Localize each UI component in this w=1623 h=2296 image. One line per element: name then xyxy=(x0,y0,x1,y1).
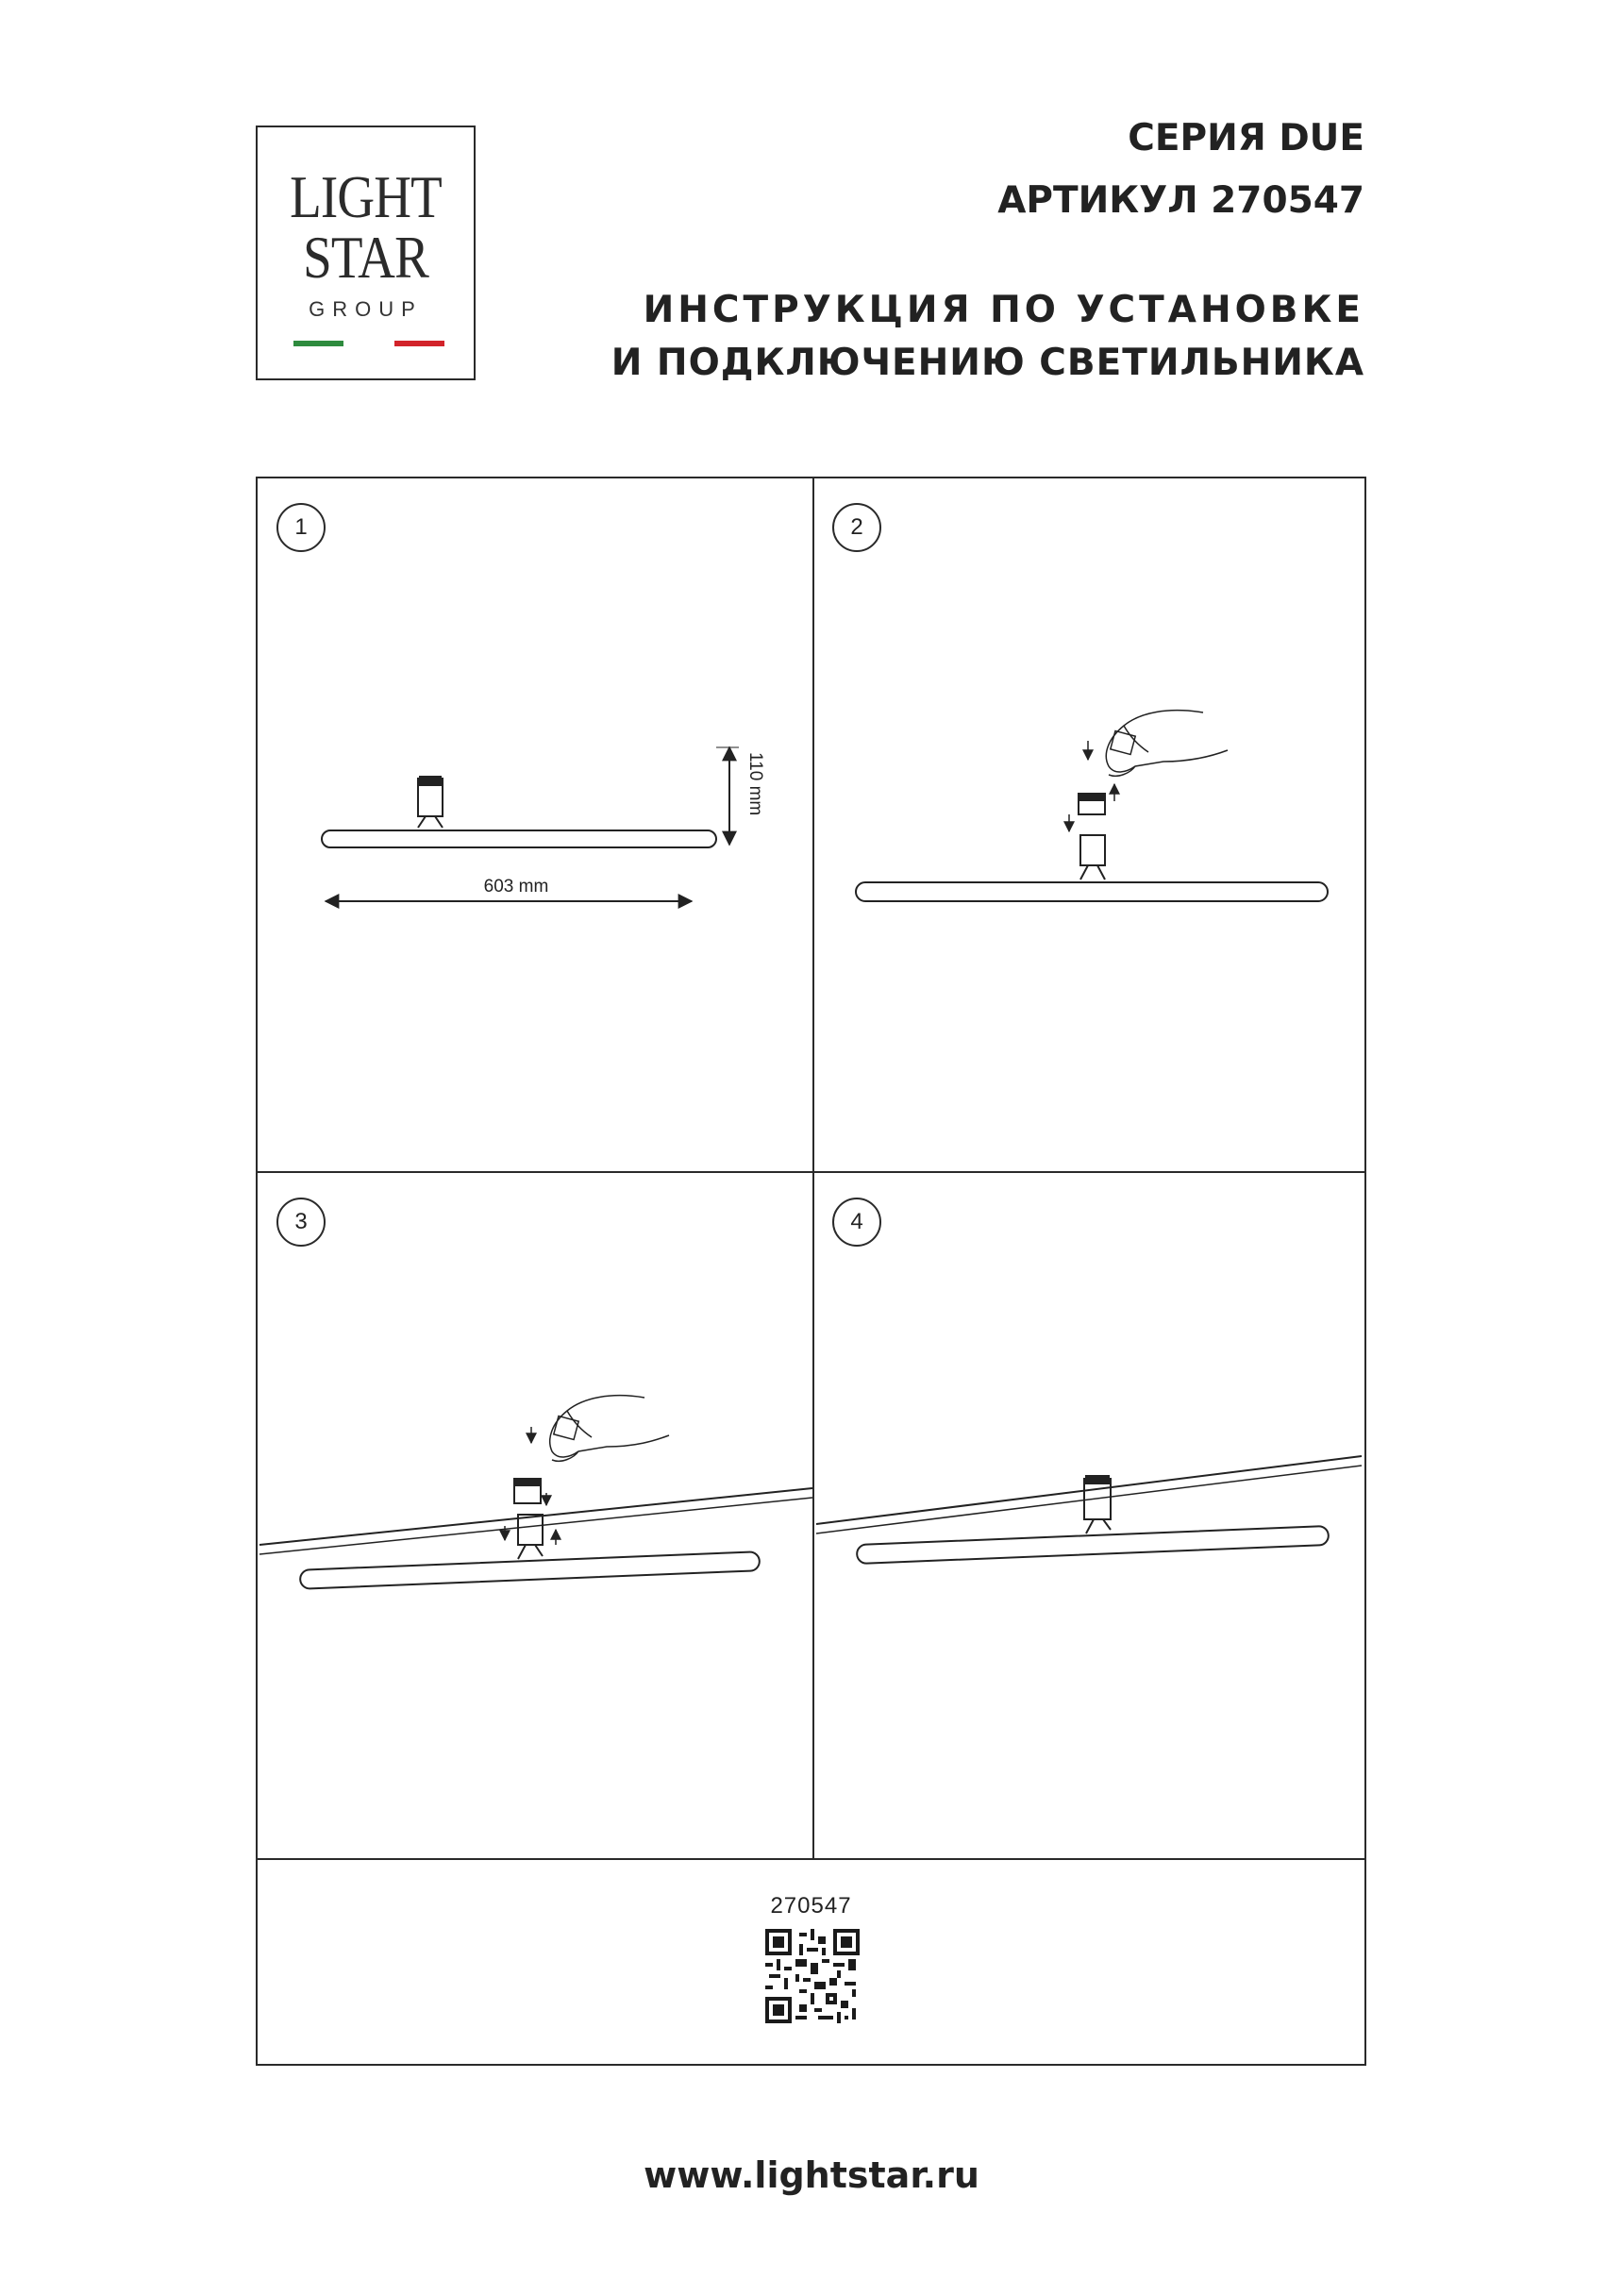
flag-green xyxy=(293,341,343,346)
step-4-badge: 4 xyxy=(832,1198,881,1247)
italian-flag-stripe xyxy=(293,341,444,346)
luminaire-tube xyxy=(322,830,716,847)
instruction-grid xyxy=(256,477,1366,2066)
flag-red xyxy=(394,341,444,346)
illustrations xyxy=(258,478,1364,2064)
instruction-title-line-2: И ПОДКЛЮЧЕНИЮ СВЕТИЛЬНИКА xyxy=(611,342,1364,384)
step-4-drawing xyxy=(816,1456,1362,1564)
luminaire-tube-2 xyxy=(856,882,1328,901)
qr-code[interactable] xyxy=(765,1929,860,2023)
logo-line-2: STAR xyxy=(303,224,428,291)
hand-illustration-3 xyxy=(550,1396,669,1462)
luminaire-tube-4 xyxy=(857,1526,1329,1564)
luminaire-mount xyxy=(418,816,443,828)
track-rail-3 xyxy=(259,1488,812,1545)
instruction-title-line-1: ИНСТРУКЦИЯ ПО УСТАНОВКЕ xyxy=(643,289,1364,331)
step-2-badge: 2 xyxy=(832,503,881,552)
article-number: АРТИКУЛ 270547 xyxy=(997,179,1364,222)
track-adapter-2 xyxy=(1080,835,1105,865)
brand-logo xyxy=(256,126,476,380)
series-title: СЕРИЯ DUE xyxy=(1128,117,1364,159)
width-dimension-label: 603 mm xyxy=(483,877,549,897)
height-dimension-label: 110 mm xyxy=(745,752,765,816)
step-1-badge: 1 xyxy=(276,503,326,552)
logo-line-3: GROUP xyxy=(309,297,423,321)
hand-illustration-2 xyxy=(1106,711,1228,777)
step-3-drawing xyxy=(259,1396,812,1589)
logo-line-1: LIGHT xyxy=(290,163,442,230)
step-3-badge: 3 xyxy=(276,1198,326,1247)
track-adapter-3 xyxy=(518,1515,543,1545)
track-rail-4 xyxy=(816,1456,1362,1524)
step-2-drawing xyxy=(856,711,1328,901)
website-link[interactable]: www.lightstar.ru xyxy=(644,2154,979,2196)
luminaire-tube-3 xyxy=(300,1551,760,1589)
flag-white xyxy=(343,341,393,346)
product-code: 270547 xyxy=(770,1893,852,1919)
